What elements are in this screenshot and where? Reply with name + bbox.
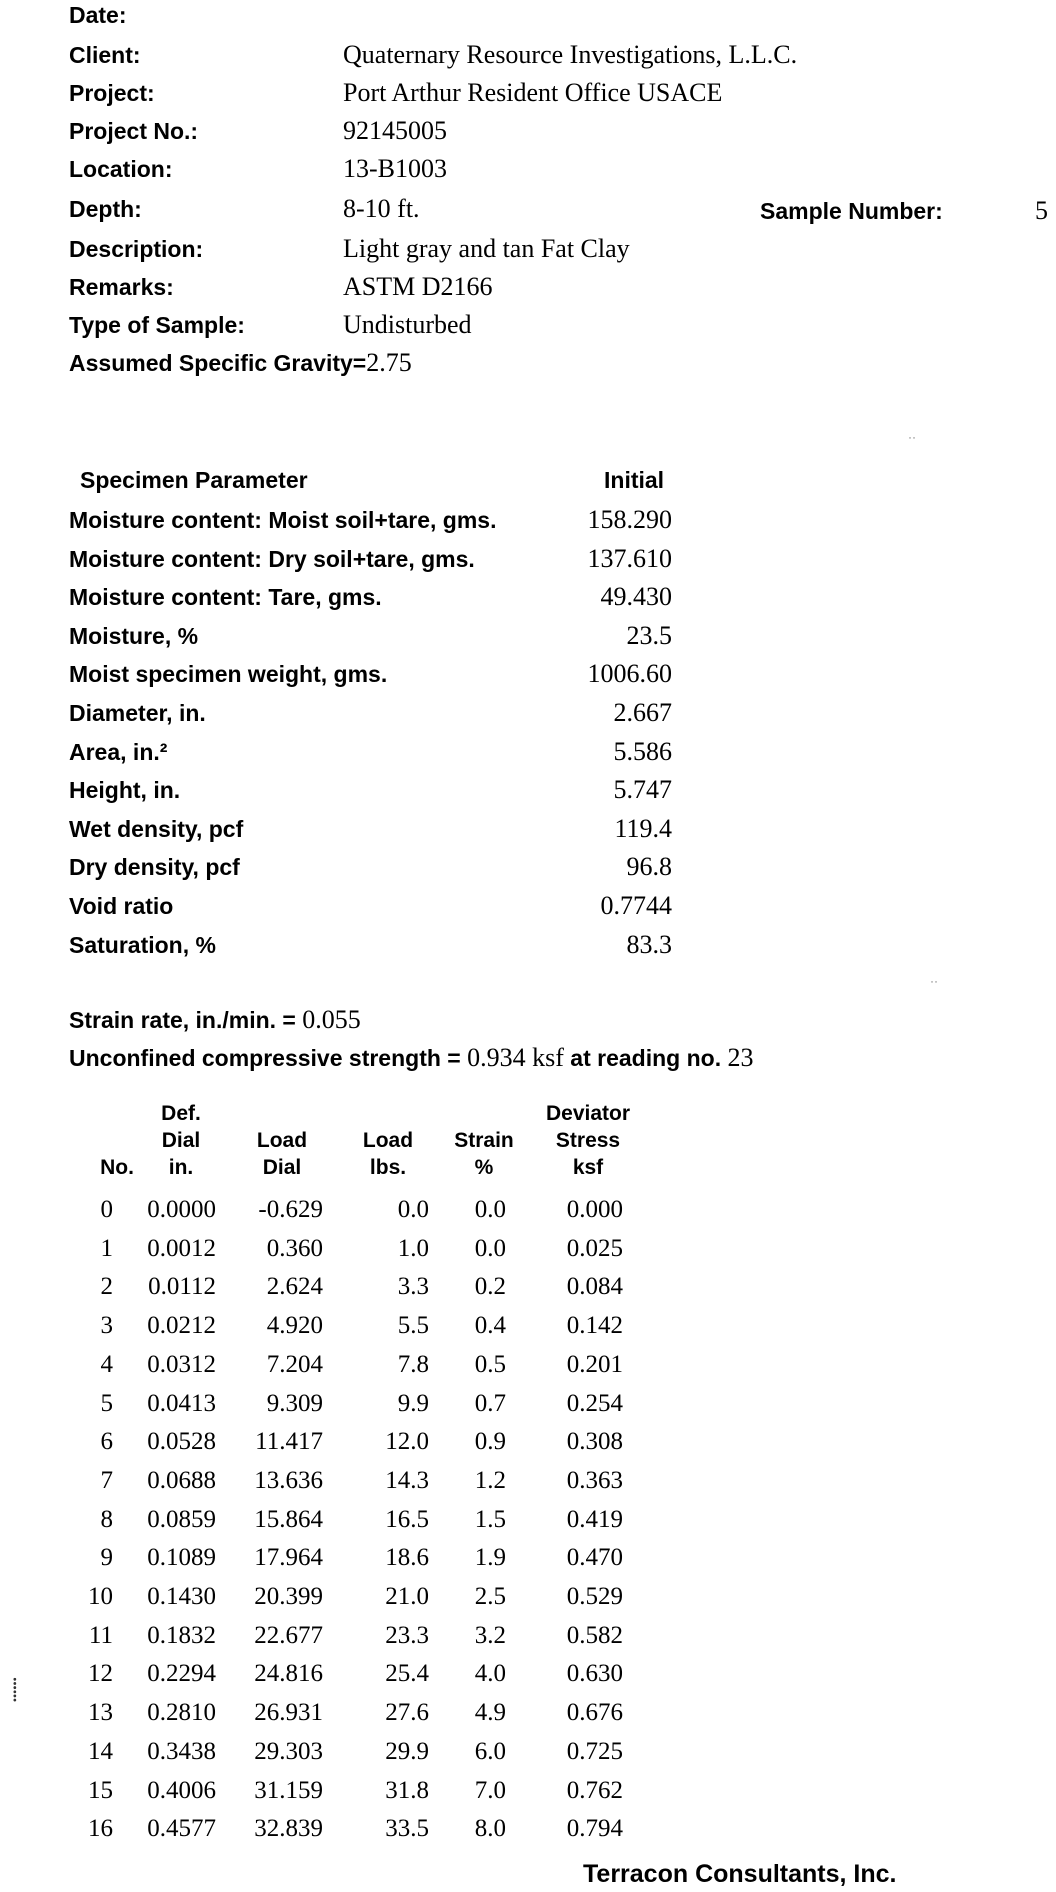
cell-strain: 0.0	[474, 1196, 506, 1223]
cell-load-dial: 0.360	[266, 1235, 323, 1262]
param-value: 137.610	[587, 544, 672, 573]
cell-def: 0.0012	[147, 1235, 216, 1262]
header-line: ksf	[572, 1156, 604, 1179]
cell-def: 0.0413	[147, 1390, 216, 1417]
cell-load-dial: 4.920	[266, 1312, 323, 1339]
cell-no: 9	[100, 1544, 113, 1571]
client-label: Client:	[69, 42, 141, 68]
cell-load-dial: 20.399	[254, 1583, 323, 1610]
cell-no: 16	[88, 1815, 113, 1842]
cell-def: 0.0112	[148, 1273, 216, 1300]
param-label: Saturation, %	[69, 932, 216, 958]
scan-speck: ⸽	[12, 1677, 18, 1702]
cell-strain: 3.2	[474, 1622, 506, 1649]
cell-no: 8	[100, 1506, 113, 1533]
header-line	[424, 1100, 544, 1127]
cell-strain: 1.9	[474, 1544, 506, 1571]
cell-def: 0.1430	[147, 1583, 216, 1610]
cell-load-dial: 29.303	[254, 1738, 323, 1765]
cell-load-lbs: 25.4	[385, 1660, 429, 1687]
cell-no: 15	[88, 1777, 113, 1804]
header-line: Dial	[161, 1129, 201, 1152]
param-value: 5.586	[613, 737, 672, 766]
cell-no: 14	[88, 1738, 113, 1765]
cell-load-lbs: 31.8	[385, 1777, 429, 1804]
cell-load-lbs: 3.3	[397, 1273, 429, 1300]
param-label: Area, in.²	[69, 739, 168, 765]
header-line: Deviator	[545, 1102, 631, 1125]
scan-speck: ˙˙	[930, 978, 938, 992]
cell-no: 10	[88, 1583, 113, 1610]
cell-load-dial: 13.636	[254, 1467, 323, 1494]
remarks-label: Remarks:	[69, 274, 174, 300]
cell-load-lbs: 21.0	[385, 1583, 429, 1610]
param-label: Void ratio	[69, 893, 174, 919]
specific-gravity-label: Assumed Specific Gravity=	[69, 350, 367, 376]
param-value: 119.4	[614, 814, 672, 843]
header-line: %	[474, 1156, 494, 1179]
strain-rate-label: Strain rate, in./min. =	[69, 1007, 303, 1033]
param-value: 96.8	[626, 852, 672, 881]
project-value: Port Arthur Resident Office USACE	[343, 78, 723, 107]
cell-dev: 0.725	[566, 1738, 623, 1765]
cell-load-lbs: 7.8	[397, 1351, 429, 1378]
cell-def: 0.2810	[147, 1699, 216, 1726]
cell-no: 12	[88, 1660, 113, 1687]
cell-dev: 0.470	[566, 1544, 623, 1571]
project-label: Project:	[69, 80, 155, 106]
param-value: 0.7744	[600, 891, 672, 920]
param-heading-initial: Initial	[604, 467, 665, 493]
param-label: Dry density, pcf	[69, 854, 240, 880]
cell-strain: 1.2	[474, 1467, 506, 1494]
header-line: lbs.	[369, 1156, 407, 1179]
header-line: Load	[256, 1129, 308, 1152]
cell-dev: 0.142	[566, 1312, 623, 1339]
ucs-reading: 23	[727, 1043, 754, 1072]
location-label: Location:	[69, 156, 173, 182]
remarks-value: ASTM D2166	[343, 272, 493, 301]
cell-strain: 0.4	[474, 1312, 506, 1339]
cell-load-lbs: 9.9	[397, 1390, 429, 1417]
project-no-value: 92145005	[343, 116, 447, 145]
cell-no: 6	[100, 1428, 113, 1455]
cell-dev: 0.308	[566, 1428, 623, 1455]
cell-strain: 4.0	[474, 1660, 506, 1687]
cell-dev: 0.419	[566, 1506, 623, 1533]
cell-load-dial: 9.309	[266, 1390, 323, 1417]
param-value: 2.667	[613, 698, 672, 727]
cell-strain: 0.5	[474, 1351, 506, 1378]
cell-no: 1	[100, 1235, 113, 1262]
cell-strain: 4.9	[474, 1699, 506, 1726]
date-label: Date:	[69, 2, 127, 28]
cell-load-lbs: 18.6	[385, 1544, 429, 1571]
cell-load-dial: 17.964	[254, 1544, 323, 1571]
cell-def: 0.1832	[147, 1622, 216, 1649]
param-label: Moisture content: Dry soil+tare, gms.	[69, 546, 475, 572]
param-label: Moisture content: Tare, gms.	[69, 584, 382, 610]
ucs-label: Unconfined compressive strength =	[69, 1045, 468, 1071]
cell-strain: 7.0	[474, 1777, 506, 1804]
type-of-sample-value: Undisturbed	[343, 310, 472, 339]
depth-value: 8-10 ft.	[343, 194, 420, 223]
strain-rate-value: 0.055	[302, 1005, 361, 1034]
ucs-line	[69, 1043, 753, 1073]
cell-no: 5	[100, 1390, 113, 1417]
cell-dev: 0.363	[566, 1467, 623, 1494]
header-line: Stress	[555, 1129, 621, 1152]
header-line: Load	[362, 1129, 414, 1152]
ucs-value: 0.934 ksf	[467, 1043, 564, 1072]
cell-dev: 0.529	[566, 1583, 623, 1610]
header-line: in.	[168, 1156, 194, 1179]
cell-load-lbs: 27.6	[385, 1699, 429, 1726]
cell-dev: 0.762	[566, 1777, 623, 1804]
project-no-label: Project No.:	[69, 118, 199, 144]
sample-number-label: Sample Number:	[760, 198, 943, 224]
header-line: Strain	[454, 1129, 514, 1152]
cell-def: 0.4006	[147, 1777, 216, 1804]
cell-load-dial: 26.931	[254, 1699, 323, 1726]
param-label: Height, in.	[69, 777, 181, 803]
description-value: Light gray and tan Fat Clay	[343, 234, 630, 263]
cell-load-dial: 22.677	[254, 1622, 323, 1649]
cell-strain: 2.5	[474, 1583, 506, 1610]
param-label: Moist specimen weight, gms.	[69, 661, 388, 687]
cell-def: 0.0528	[147, 1428, 216, 1455]
cell-strain: 6.0	[474, 1738, 506, 1765]
cell-load-lbs: 1.0	[397, 1235, 429, 1262]
param-label: Diameter, in.	[69, 700, 206, 726]
column-header-strain	[424, 1100, 544, 1181]
param-label: Moisture, %	[69, 623, 199, 649]
cell-def: 0.0312	[147, 1351, 216, 1378]
header-line: Def.	[161, 1102, 201, 1125]
param-value: 49.430	[600, 582, 672, 611]
cell-load-lbs: 0.0	[397, 1196, 429, 1223]
cell-load-dial: 15.864	[254, 1506, 323, 1533]
cell-no: 7	[100, 1467, 113, 1494]
param-value: 1006.60	[587, 659, 672, 688]
param-value: 5.747	[613, 775, 672, 804]
cell-strain: 1.5	[474, 1506, 506, 1533]
header-line: Dial	[262, 1156, 302, 1179]
sample-number-value: 5	[1035, 196, 1048, 225]
cell-no: 3	[100, 1312, 113, 1339]
cell-load-dial: 24.816	[254, 1660, 323, 1687]
cell-strain: 0.9	[474, 1428, 506, 1455]
client-value: Quaternary Resource Investigations, L.L.C.	[343, 40, 798, 69]
cell-dev: 0.084	[566, 1273, 623, 1300]
cell-load-dial: 11.417	[255, 1428, 323, 1455]
company-name: Terracon Consultants, Inc.	[583, 1860, 897, 1888]
depth-label: Depth:	[69, 196, 142, 222]
strain-rate-line	[69, 1005, 361, 1035]
param-value: 83.3	[626, 930, 672, 959]
param-heading-label: Specimen Parameter	[80, 467, 308, 493]
cell-dev: 0.630	[566, 1660, 623, 1687]
cell-def: 0.0212	[147, 1312, 216, 1339]
cell-no: 0	[100, 1196, 113, 1223]
cell-def: 0.1089	[147, 1544, 216, 1571]
cell-dev: 0.000	[566, 1196, 623, 1223]
cell-load-lbs: 33.5	[385, 1815, 429, 1842]
cell-no: 4	[100, 1351, 113, 1378]
header-line	[222, 1100, 342, 1127]
cell-def: 0.0688	[147, 1467, 216, 1494]
cell-strain: 0.2	[474, 1273, 506, 1300]
cell-load-dial: 7.204	[266, 1351, 323, 1378]
cell-no: 2	[100, 1273, 113, 1300]
cell-no: 11	[88, 1622, 113, 1649]
cell-strain: 0.0	[474, 1235, 506, 1262]
cell-load-lbs: 12.0	[385, 1428, 429, 1455]
cell-no: 13	[88, 1699, 113, 1726]
cell-load-dial: 31.159	[254, 1777, 323, 1804]
cell-strain: 8.0	[474, 1815, 506, 1842]
location-value: 13-B1003	[343, 154, 447, 183]
type-of-sample-label: Type of Sample:	[69, 312, 245, 338]
cell-dev: 0.794	[566, 1815, 623, 1842]
cell-def: 0.3438	[147, 1738, 216, 1765]
param-label: Wet density, pcf	[69, 816, 244, 842]
cell-load-lbs: 16.5	[385, 1506, 429, 1533]
column-header-dev	[528, 1100, 648, 1181]
scan-speck: ˙˙	[908, 434, 916, 448]
description-label: Description:	[69, 236, 204, 262]
ucs-at-label: at reading no.	[563, 1045, 728, 1071]
cell-strain: 0.7	[474, 1390, 506, 1417]
param-label: Moisture content: Moist soil+tare, gms.	[69, 507, 497, 533]
cell-load-dial: -0.629	[258, 1196, 323, 1223]
cell-load-dial: 32.839	[254, 1815, 323, 1842]
cell-load-lbs: 29.9	[385, 1738, 429, 1765]
cell-dev: 0.254	[566, 1390, 623, 1417]
cell-def: 0.0859	[147, 1506, 216, 1533]
cell-dev: 0.676	[566, 1699, 623, 1726]
cell-load-dial: 2.624	[266, 1273, 323, 1300]
specific-gravity-value: 2.75	[366, 348, 412, 377]
cell-def: 0.2294	[147, 1660, 216, 1687]
param-value: 23.5	[626, 621, 672, 650]
cell-dev: 0.025	[566, 1235, 623, 1262]
param-value: 158.290	[587, 505, 672, 534]
cell-load-lbs: 14.3	[385, 1467, 429, 1494]
cell-load-lbs: 5.5	[397, 1312, 429, 1339]
cell-dev: 0.201	[566, 1351, 623, 1378]
column-header-load-dial	[222, 1100, 342, 1181]
specific-gravity-line	[69, 348, 412, 378]
cell-def: 0.0000	[147, 1196, 216, 1223]
cell-def: 0.4577	[147, 1815, 216, 1842]
cell-load-lbs: 23.3	[385, 1622, 429, 1649]
cell-dev: 0.582	[566, 1622, 623, 1649]
header-line: No.	[100, 1156, 134, 1179]
